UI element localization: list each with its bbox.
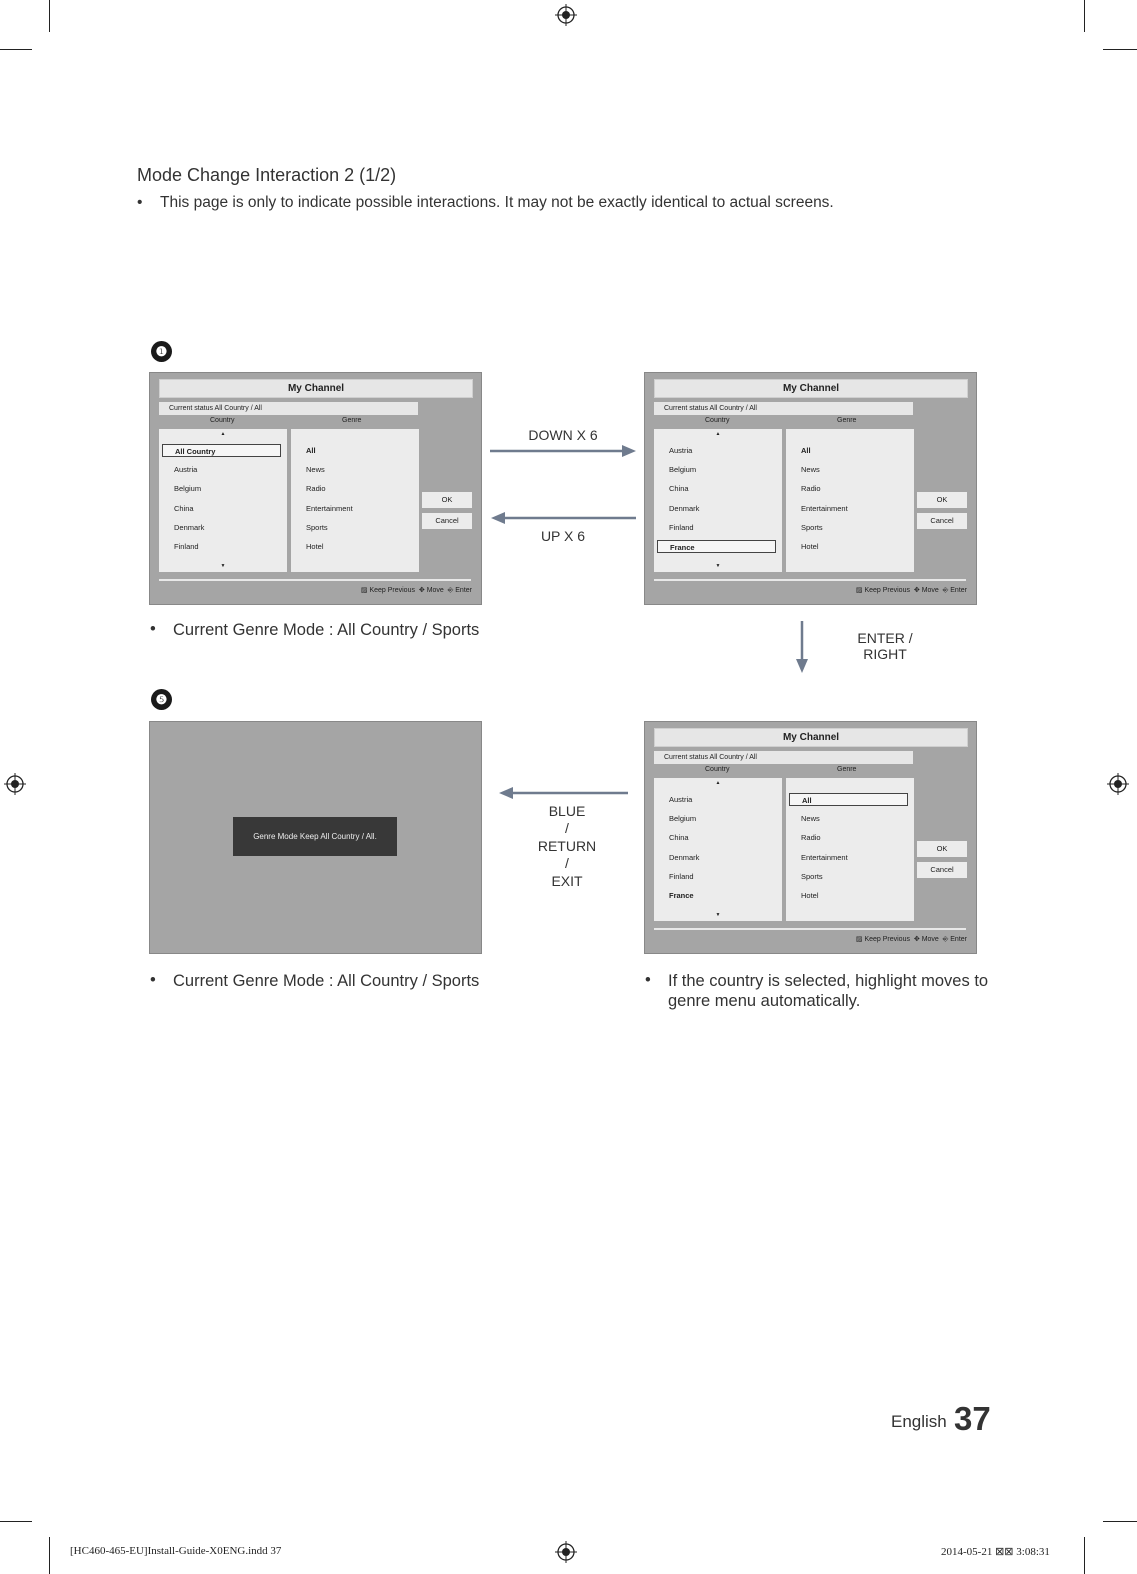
enter-label: Enter <box>950 936 967 943</box>
page-number: 37 <box>954 1400 991 1437</box>
current-status: Current status All Country / All <box>654 751 913 764</box>
crop-mark <box>0 1521 32 1522</box>
genre-header: Genre <box>342 417 362 424</box>
registration-mark-icon <box>555 4 577 26</box>
list-item[interactable]: France <box>669 891 694 900</box>
move-label: Move <box>426 587 444 594</box>
registration-mark-icon <box>4 773 26 795</box>
ok-button[interactable]: OK <box>917 492 967 508</box>
list-item[interactable]: China <box>669 833 689 842</box>
intro-text: This page is only to indicate possible interactions. It may not be exactly identical to actual screens. <box>160 194 834 211</box>
keep-previous-label: Keep Previous <box>369 587 415 594</box>
country-header: Country <box>705 766 730 773</box>
crop-mark <box>1103 49 1137 50</box>
list-item[interactable]: Austria <box>174 465 198 474</box>
list-item[interactable]: Sports <box>801 872 823 881</box>
crop-mark <box>49 0 50 32</box>
note-text-line-1: If the country is selected, highlight moves to <box>668 972 989 990</box>
enter-label: Enter <box>950 587 967 594</box>
country-header: Country <box>705 417 730 424</box>
enter-label: Enter <box>455 587 472 594</box>
blue-label: BLUE <box>548 803 586 819</box>
genre-mode-popup: Genre Mode Keep All Country / All. <box>233 817 397 856</box>
current-status: Current status All Country / All <box>654 402 913 415</box>
note-text: Current Genre Mode : All Country / Sports <box>173 621 480 639</box>
crop-mark <box>49 1537 50 1574</box>
country-list <box>654 778 782 921</box>
screen-title: My Channel <box>654 379 968 398</box>
enter-icon: ⎆ <box>942 587 949 594</box>
footer-timestamp: 2014-05-21 ⊠⊠ 3:08:31 <box>941 1546 1050 1558</box>
move-icon: ✥ <box>418 587 425 594</box>
crop-mark <box>1103 1521 1137 1522</box>
move-icon: ✥ <box>913 587 920 594</box>
list-item[interactable]: News <box>801 465 820 474</box>
genre-list <box>786 429 914 572</box>
scroll-down-icon[interactable]: ▼ <box>715 563 721 569</box>
list-item[interactable]: Hotel <box>801 891 819 900</box>
bullet: • <box>645 971 651 989</box>
enter-icon: ⎆ <box>942 936 949 943</box>
list-item[interactable]: All <box>801 446 811 455</box>
list-item[interactable]: Sports <box>801 523 823 532</box>
slash-label: / <box>565 855 569 871</box>
list-item[interactable]: Finland <box>669 872 694 881</box>
list-item[interactable]: Austria <box>669 446 693 455</box>
keep-previous-label: Keep Previous <box>864 936 910 943</box>
tv-screen-5 <box>149 721 482 954</box>
scroll-up-icon[interactable]: ▲ <box>715 780 721 786</box>
intro-note <box>137 194 834 212</box>
down-x6-label: DOWN X 6 <box>528 427 598 443</box>
page-heading: Mode Change Interaction 2 (1/2) <box>137 165 397 185</box>
genre-header: Genre <box>837 417 857 424</box>
up-x6-label: UP X 6 <box>540 528 586 544</box>
list-item[interactable]: France <box>657 540 776 553</box>
exit-label: EXIT <box>551 873 583 889</box>
scroll-down-icon[interactable]: ▼ <box>715 912 721 918</box>
crop-mark <box>1084 0 1085 32</box>
list-item[interactable]: All <box>789 793 908 806</box>
list-item[interactable]: News <box>801 814 820 823</box>
screen-title: My Channel <box>654 728 968 747</box>
scroll-down-icon[interactable]: ▼ <box>220 563 226 569</box>
note-text-line-2: genre menu automatically. <box>668 992 861 1010</box>
tv-screen-1 <box>149 372 482 605</box>
genre-list <box>786 778 914 921</box>
cancel-button[interactable]: Cancel <box>917 513 967 529</box>
move-icon: ✥ <box>913 936 920 943</box>
list-item[interactable]: Radio <box>801 833 821 842</box>
keep-previous-label: Keep Previous <box>864 587 910 594</box>
note-text: Current Genre Mode : All Country / Sports <box>173 972 480 990</box>
list-item[interactable]: Finland <box>174 542 199 551</box>
list-item[interactable]: Denmark <box>174 523 205 532</box>
country-list <box>654 429 782 572</box>
list-item[interactable]: Belgium <box>174 484 202 493</box>
genre-header: Genre <box>837 766 857 773</box>
crop-mark <box>1084 1537 1085 1574</box>
scroll-up-icon[interactable]: ▲ <box>220 431 226 437</box>
enter-icon: ⎆ <box>447 587 454 594</box>
tv-screen-2 <box>644 372 977 605</box>
divider <box>654 579 966 581</box>
list-item[interactable]: Belgium <box>669 465 697 474</box>
list-item[interactable]: Entertainment <box>306 504 353 513</box>
step-1-badge: ❶ <box>151 341 172 362</box>
bullet: • <box>137 194 143 211</box>
screen-footer <box>856 586 967 595</box>
arrow-left-icon <box>499 786 628 800</box>
tv-screen-3 <box>644 721 977 954</box>
bullet: • <box>150 971 156 989</box>
list-item[interactable]: Austria <box>669 795 693 804</box>
arrow-down-icon <box>795 621 809 673</box>
move-label: Move <box>921 587 939 594</box>
screen-footer <box>361 586 472 595</box>
return-label: RETURN <box>537 838 597 854</box>
arrow-left-icon <box>491 511 636 525</box>
country-header: Country <box>210 417 235 424</box>
cancel-button[interactable]: Cancel <box>422 513 472 529</box>
screen-footer <box>856 935 967 944</box>
list-item[interactable]: Hotel <box>306 542 324 551</box>
blue-key-icon: ▨ <box>360 587 368 594</box>
current-status: Current status All Country / All <box>159 402 418 415</box>
list-item[interactable]: Radio <box>306 484 326 493</box>
list-item[interactable]: Denmark <box>669 504 700 513</box>
genre-list <box>291 429 419 572</box>
screen-title: My Channel <box>159 379 473 398</box>
arrow-right-icon <box>490 444 636 458</box>
list-item[interactable]: Denmark <box>669 853 700 862</box>
list-item[interactable]: Hotel <box>801 542 819 551</box>
enter-right-label: ENTER / RIGHT <box>857 630 913 662</box>
list-item[interactable]: All <box>306 446 316 455</box>
list-item[interactable]: Belgium <box>669 814 697 823</box>
country-list <box>159 429 287 572</box>
list-item[interactable]: News <box>306 465 325 474</box>
cancel-button[interactable]: Cancel <box>917 862 967 878</box>
slash-label: / <box>565 820 569 836</box>
list-item[interactable]: Radio <box>801 484 821 493</box>
page-language: English <box>891 1412 947 1431</box>
divider <box>654 928 966 930</box>
footer-file-name: [HC460-465-EU]Install-Guide-X0ENG.indd 37 <box>70 1545 282 1557</box>
list-item[interactable]: Entertainment <box>801 504 848 513</box>
list-item[interactable]: Finland <box>669 523 694 532</box>
registration-mark-icon <box>1107 773 1129 795</box>
blue-key-icon: ▨ <box>855 587 863 594</box>
bullet: • <box>150 620 156 638</box>
ok-button[interactable]: OK <box>917 841 967 857</box>
list-item[interactable]: All Country <box>162 444 281 457</box>
step-5-badge: ❺ <box>151 689 172 710</box>
list-item[interactable]: Entertainment <box>801 853 848 862</box>
registration-mark-icon <box>555 1541 577 1563</box>
blue-key-icon: ▨ <box>855 936 863 943</box>
list-item[interactable]: Sports <box>306 523 328 532</box>
scroll-up-icon[interactable]: ▲ <box>715 431 721 437</box>
list-item[interactable]: China <box>669 484 689 493</box>
move-label: Move <box>921 936 939 943</box>
crop-mark <box>0 49 32 50</box>
list-item[interactable]: China <box>174 504 194 513</box>
divider <box>159 579 471 581</box>
ok-button[interactable]: OK <box>422 492 472 508</box>
